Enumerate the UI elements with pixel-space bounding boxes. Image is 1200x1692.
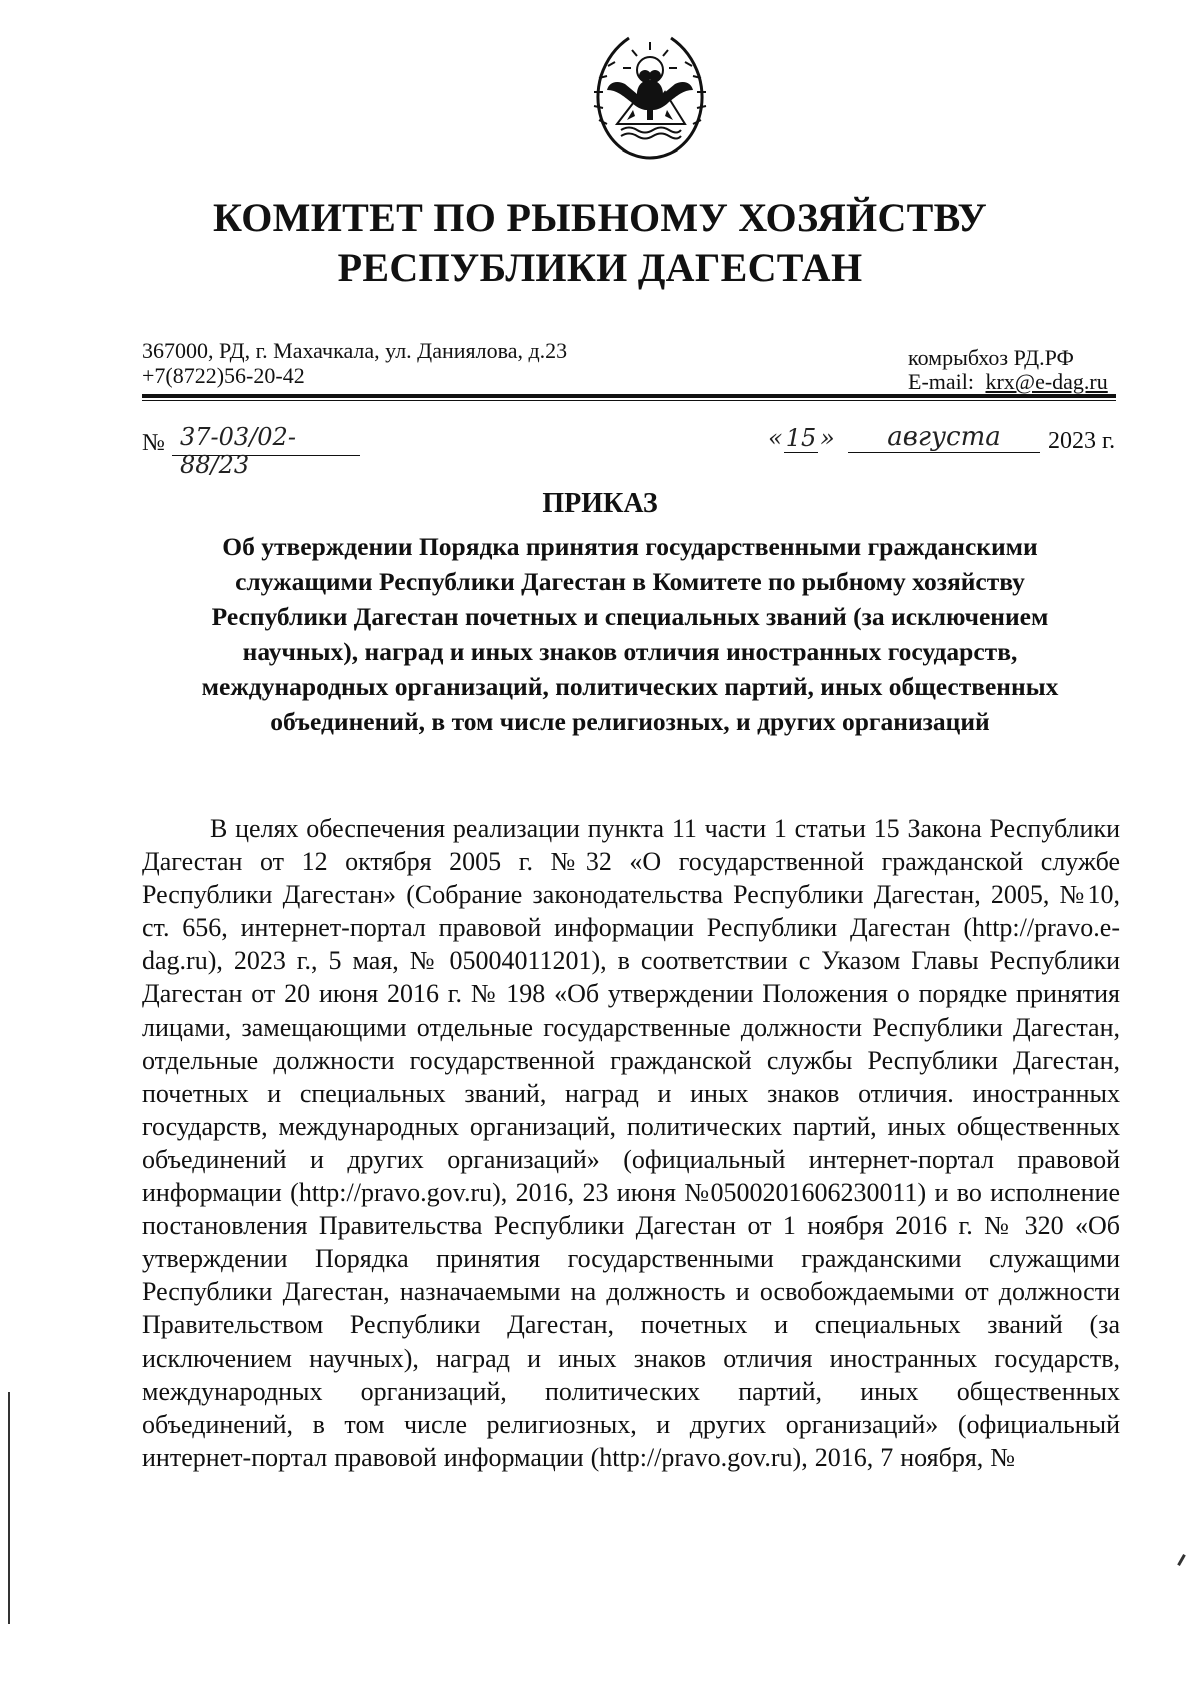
body-paragraph: В целях обеспечения реализации пункта 11 части 1 статьи 15 Закона Республики Дагестан от 12 октября 2005 г. №32 «О государственной гражданской службе Республики Дагестан» (Собрание законодательства Республики Дагестан, 2005, №10, ст. 656, интернет-портал правовой информации Республики Дагестан (http://pravo.e-dag.ru), 2023 г., 5 мая, № 05004011201), в соответствии с Указом Главы Республики Дагестан от 20 июня 2016 г. № 198 «Об утверждении Положения о порядке принятия лицами, замещающими отдельные государственные должности Республики Дагестан, отдельные должности государственной гражданской службы Республики Дагестан, почетных и специальных званий, наград и иных знаков отличия. иностранных государств, международных организаций, политических партий, иных общественных объединений и других организаций» (официальный интернет-портал правовой информации (http://pravo.gov.ru), 2016, 23 июня №0500201606230011) и во исполнение постановления Правительства Республики Дагестан от 1 ноября 2016 г. № 320 «Об утверждении Порядка принятия государственными гражданскими служащими Республики Дагестан, назначаемыми на должность и освобождаемыми от должности Правительством Республики Дагестан, почетных и специальных званий (за исключением научных), наград и иных знаков отличия иностранных государств, международных организаций, политических партий, иных общественных объединений, в том числе религиозных, и других организаций» (официальный интернет-портал правовой информации (http://pravo.gov.ru), 2016, 7 ноября, № xyxy=(142,814,1120,1472)
document-subject xyxy=(150,529,1110,739)
email-line xyxy=(908,369,1108,395)
date-year: 2023 г. xyxy=(1048,428,1116,454)
subject-line: научных), наград и иных знаков отличия иностранных государств, xyxy=(242,637,1018,666)
coat-of-arms-icon xyxy=(587,24,713,170)
org-title-line1: КОМИТЕТ ПО РЫБНОМУ ХОЗЯЙСТВУ xyxy=(212,195,988,240)
org-title-line2: РЕСПУБЛИКИ ДАГЕСТАН xyxy=(337,245,863,290)
email-label: E-mail: xyxy=(908,369,974,394)
subject-line: служащими Республики Дагестан в Комитете по рыбному хозяйству xyxy=(235,567,1025,596)
scan-speck xyxy=(1177,1554,1186,1566)
document-type: ПРИКАЗ xyxy=(542,488,658,519)
subject-line: Об утверждении Порядка принятия государственными гражданскими xyxy=(222,532,1038,561)
date-quote-close: » xyxy=(820,424,835,452)
reg-number-field xyxy=(172,423,360,479)
header-rule-thin xyxy=(142,400,1116,401)
subject-line: международных организаций, политических партий, иных общественных xyxy=(201,672,1059,701)
phone-number: +7(8722)56-20-42 xyxy=(142,363,305,388)
date-day: 15 xyxy=(785,424,817,452)
header-rule-thick xyxy=(142,394,1116,398)
date-quote-open: « xyxy=(768,424,783,452)
subject-line: объединений, в том числе религиозных, и других организаций xyxy=(270,707,990,736)
reg-number-handwritten: 37-03/02-88/23 xyxy=(180,423,296,479)
email-link[interactable]: krx@e-dag.ru xyxy=(985,369,1108,394)
postal-address: 367000, РД, г. Махачкала, ул. Даниялова, д.23 xyxy=(142,338,568,363)
scan-edge-mark xyxy=(8,1392,10,1624)
date-month: августа xyxy=(848,422,1040,453)
website: комрыбхоз РД.РФ xyxy=(908,345,1074,370)
reg-number-label: № xyxy=(142,430,165,456)
subject-line: Республики Дагестан почетных и специальных званий (за исключением xyxy=(211,602,1049,631)
